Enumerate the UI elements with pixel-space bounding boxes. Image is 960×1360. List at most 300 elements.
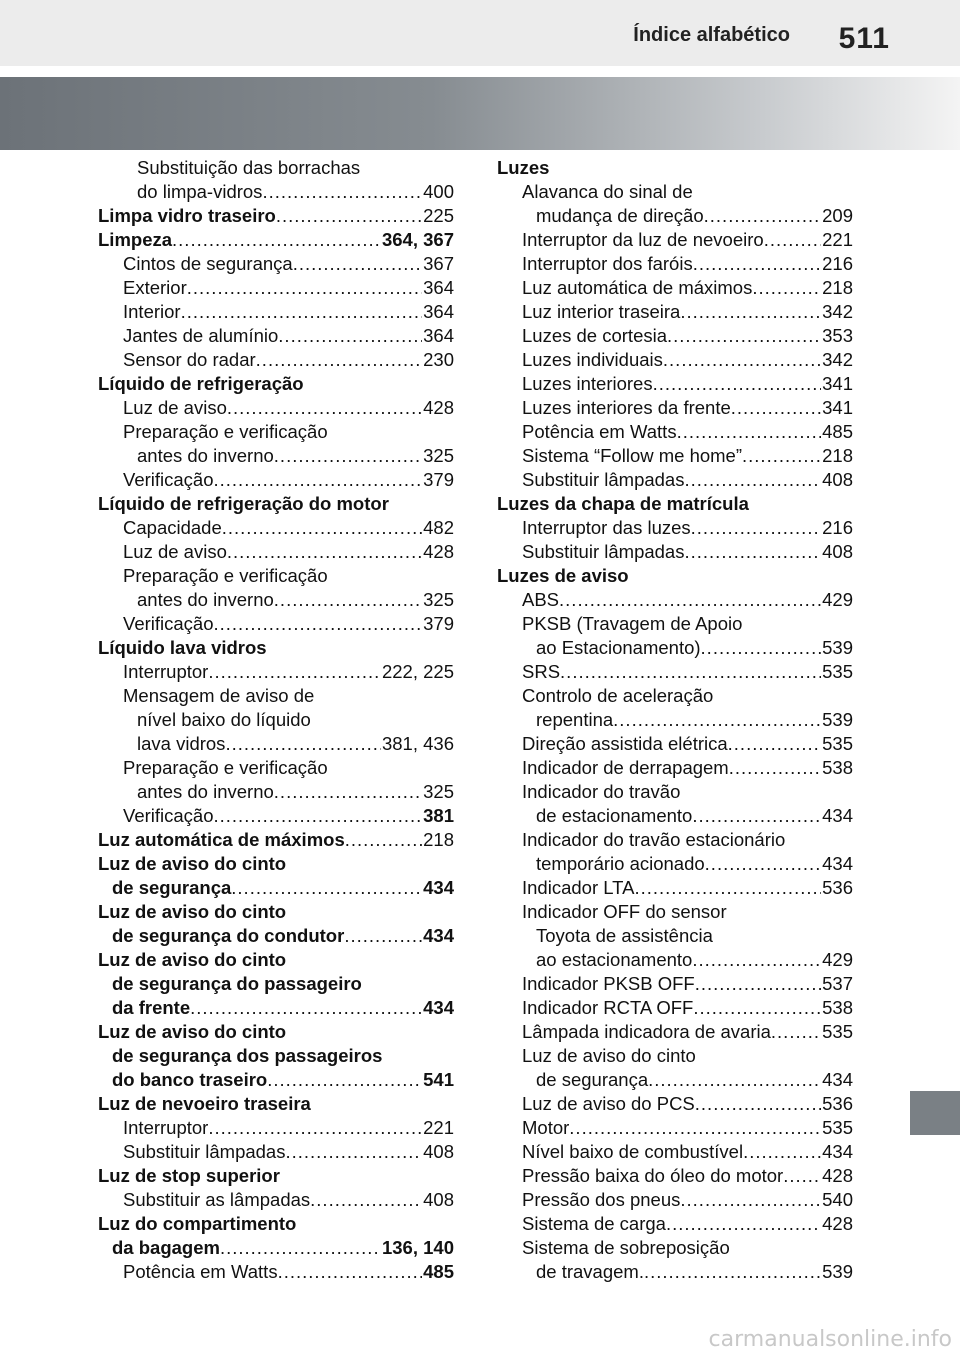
- dot-leader: [677, 420, 822, 444]
- index-entry-text: Preparação e verificação: [123, 757, 328, 778]
- index-entry-text: Luzes interiores: [522, 373, 653, 394]
- page-header: [0, 0, 960, 66]
- index-entry: [98, 1020, 454, 1044]
- index-entry-page: 216: [822, 253, 853, 274]
- index-entry-text: Interruptor: [123, 661, 209, 682]
- index-entry: [98, 228, 454, 252]
- index-entry-text: ABS: [522, 589, 560, 610]
- index-entry-page: 381: [423, 805, 454, 826]
- index-entry-page: 535: [822, 733, 853, 754]
- index-entry-text: Jantes de alumínio: [123, 325, 279, 346]
- index-entry-page: 216: [822, 517, 853, 538]
- index-entry-text: Verificação: [123, 613, 214, 634]
- index-entry: [497, 852, 853, 876]
- index-entry: [98, 636, 454, 660]
- index-entry-page: 539: [822, 637, 853, 658]
- index-entry: [98, 996, 454, 1020]
- dot-leader: [695, 1092, 821, 1116]
- index-entry: [497, 1092, 853, 1116]
- index-entry-page: 379: [423, 613, 454, 634]
- index-entry: [497, 636, 853, 660]
- dot-leader: [222, 516, 422, 540]
- index-entry: [497, 540, 853, 564]
- index-entry-text: de segurança: [536, 1069, 649, 1090]
- index-entry: [98, 756, 454, 780]
- dot-leader: [783, 1164, 821, 1188]
- index-entry: [497, 756, 853, 780]
- index-entry-text: Luz de aviso do cinto: [522, 1045, 696, 1066]
- dot-leader: [680, 1188, 821, 1212]
- index-entry: [497, 924, 853, 948]
- index-entry: [98, 372, 454, 396]
- index-entry: [497, 660, 853, 684]
- index-entry-text: nível baixo do líquido: [137, 709, 311, 730]
- dot-leader: [278, 324, 422, 348]
- index-entry-text: Luz de stop superior: [98, 1165, 280, 1186]
- index-entry: [497, 156, 853, 180]
- index-entry: [497, 876, 853, 900]
- dot-leader: [644, 1260, 821, 1284]
- index-entry: [98, 564, 454, 588]
- dot-leader: [214, 468, 423, 492]
- index-entry-text: Sistema de carga: [522, 1213, 666, 1234]
- index-entry-text: PKSB (Travagem de Apoio: [522, 613, 743, 634]
- index-entry-text: Luz automática de máximos: [98, 829, 345, 850]
- index-entry-text: Nível baixo de combustível: [522, 1141, 744, 1162]
- index-entry: [497, 1140, 853, 1164]
- dot-leader: [695, 972, 821, 996]
- index-entry-text: temporário acionado: [536, 853, 705, 874]
- index-entry-text: Interruptor da luz de nevoeiro: [522, 229, 764, 250]
- index-entry-page: 218: [822, 277, 853, 298]
- index-entry-page: 428: [822, 1213, 853, 1234]
- index-entry: [497, 996, 853, 1020]
- index-entry-page: 428: [423, 541, 454, 562]
- index-entry-page: 485: [423, 1261, 454, 1282]
- index-entry-text: Verificação: [123, 469, 214, 490]
- index-entry-text: Lâmpada indicadora de avaria: [522, 1021, 771, 1042]
- index-entry-text: Luz de aviso do cinto: [98, 853, 287, 874]
- index-entry: [98, 1236, 454, 1260]
- dot-leader: [172, 228, 381, 252]
- dot-leader: [274, 780, 422, 804]
- dot-leader: [705, 852, 821, 876]
- index-entry-page: 434: [423, 925, 454, 946]
- index-entry: [98, 900, 454, 924]
- index-entry: [497, 372, 853, 396]
- index-entry-text: Potência em Watts: [522, 421, 677, 442]
- index-entry-text: Sistema “Follow me home”: [522, 445, 743, 466]
- index-entry-text: Luz de aviso: [123, 397, 227, 418]
- index-entry-text: Alavanca do sinal de: [522, 181, 693, 202]
- index-entry-page: 535: [822, 1117, 853, 1138]
- index-entry-page: 367: [423, 253, 454, 274]
- index-entry-text: Indicador de derrapagem: [522, 757, 729, 778]
- index-entry-text: Substituir lâmpadas: [522, 541, 685, 562]
- index-entry: [98, 1092, 454, 1116]
- index-entry-text: Luzes individuais: [522, 349, 663, 370]
- dot-leader: [729, 756, 821, 780]
- index-column-right: [497, 156, 853, 1284]
- dot-leader: [764, 228, 821, 252]
- index-entry-page: 342: [822, 349, 853, 370]
- index-entry: [98, 276, 454, 300]
- index-entry: [98, 972, 454, 996]
- index-entry-page: 400: [423, 181, 454, 202]
- dot-leader: [742, 444, 821, 468]
- index-entry-text: Luz interior traseira: [522, 301, 681, 322]
- index-entry: [98, 1188, 454, 1212]
- index-entry-text: Cintos de segurança: [123, 253, 293, 274]
- dot-leader: [220, 1236, 381, 1260]
- index-entry-text: mudança de direção: [536, 205, 704, 226]
- dot-leader: [731, 396, 821, 420]
- dot-leader: [231, 876, 422, 900]
- dot-leader: [663, 348, 821, 372]
- dot-leader: [214, 804, 423, 828]
- index-entry-text: Luzes de aviso: [497, 565, 629, 586]
- index-entry: [98, 540, 454, 564]
- dot-leader: [648, 1068, 821, 1092]
- index-entry: [497, 1116, 853, 1140]
- dot-leader: [691, 516, 821, 540]
- index-entry: [98, 780, 454, 804]
- index-entry-text: Luzes: [497, 157, 550, 178]
- index-entry: [98, 156, 454, 180]
- dot-leader: [276, 204, 422, 228]
- index-entry-page: 540: [822, 1189, 853, 1210]
- dot-leader: [634, 876, 821, 900]
- index-entry-text: de travagem.: [536, 1261, 644, 1282]
- index-entry-page: 364: [423, 277, 454, 298]
- index-entry-text: Pressão baixa do óleo do motor: [522, 1165, 784, 1186]
- index-entry: [497, 180, 853, 204]
- index-entry-page: 341: [822, 397, 853, 418]
- dot-leader: [345, 828, 422, 852]
- dot-leader: [692, 804, 821, 828]
- index-entry: [98, 804, 454, 828]
- index-entry-page: 485: [822, 421, 853, 442]
- index-entry: [497, 468, 853, 492]
- index-entry: [98, 468, 454, 492]
- dot-leader: [262, 180, 422, 204]
- dot-leader: [743, 1140, 821, 1164]
- index-entry-page: 353: [822, 325, 853, 346]
- index-entry-text: do limpa-vidros: [137, 181, 263, 202]
- index-entry: [98, 708, 454, 732]
- index-entry-text: Exterior: [123, 277, 187, 298]
- index-entry-text: Indicador do travão: [522, 781, 681, 802]
- index-entry-page: 221: [822, 229, 853, 250]
- index-entry-text: Luz de nevoeiro traseira: [98, 1093, 311, 1114]
- dot-leader: [667, 324, 821, 348]
- index-entry-page: 218: [423, 829, 454, 850]
- index-entry: [497, 564, 853, 588]
- index-entry-page: 225: [423, 205, 454, 226]
- dot-leader: [227, 396, 422, 420]
- dot-leader: [285, 1140, 422, 1164]
- index-entry: [98, 1044, 454, 1068]
- index-entry-text: Luz de aviso: [123, 541, 227, 562]
- index-entry: [497, 228, 853, 252]
- index-entry: [497, 348, 853, 372]
- dot-leader: [613, 708, 821, 732]
- index-entry: [497, 1188, 853, 1212]
- index-entry-page: 341: [822, 373, 853, 394]
- index-entry-text: da frente: [112, 997, 191, 1018]
- index-entry-text: Luz de aviso do cinto: [98, 1021, 287, 1042]
- index-entry-text: Luzes interiores da frente: [522, 397, 731, 418]
- index-entry-page: 434: [822, 805, 853, 826]
- index-entry-page: 364: [423, 301, 454, 322]
- dot-leader: [569, 1116, 821, 1140]
- index-entry-page: 428: [423, 397, 454, 418]
- index-entry: [98, 324, 454, 348]
- index-entry: [497, 1236, 853, 1260]
- index-entry: [497, 252, 853, 276]
- index-entry-page: 325: [423, 781, 454, 802]
- index-entry-page: 429: [822, 949, 853, 970]
- index-entry: [497, 444, 853, 468]
- index-entry: [98, 660, 454, 684]
- index-entry-text: de segurança do passageiro: [112, 973, 362, 994]
- index-entry: [98, 1140, 454, 1164]
- dot-leader: [653, 372, 822, 396]
- index-entry: [98, 828, 454, 852]
- dot-leader: [728, 732, 821, 756]
- index-entry-text: Luz de aviso do PCS: [522, 1093, 695, 1114]
- dot-leader: [704, 204, 821, 228]
- index-entry-page: 381, 436: [381, 733, 454, 754]
- index-entry-text: Sistema de sobreposição: [522, 1237, 730, 1258]
- dot-leader: [684, 540, 821, 564]
- index-entry-text: Toyota de assistência: [536, 925, 713, 946]
- index-entry-page: 539: [822, 709, 853, 730]
- dot-leader: [190, 996, 422, 1020]
- index-entry-text: Indicador RCTA OFF: [522, 997, 694, 1018]
- dot-leader: [293, 252, 422, 276]
- index-entry-text: Interior: [123, 301, 181, 322]
- index-entry: [497, 780, 853, 804]
- index-entry-text: Luz automática de máximos: [522, 277, 753, 298]
- index-entry-text: Luz do compartimento: [98, 1213, 297, 1234]
- index-entry: [98, 732, 454, 756]
- index-entry: [497, 588, 853, 612]
- chapter-tab: [910, 1091, 960, 1135]
- index-entry-page: 408: [822, 541, 853, 562]
- index-entry: [497, 324, 853, 348]
- index-entry-text: Preparação e verificação: [123, 421, 328, 442]
- index-entry-text: Limpeza: [98, 229, 173, 250]
- index-entry: [497, 612, 853, 636]
- index-entry: [98, 396, 454, 420]
- index-entry: [98, 1116, 454, 1140]
- index-entry-page: 136, 140: [381, 1237, 454, 1258]
- index-entry-text: Substituir lâmpadas: [522, 469, 685, 490]
- index-entry: [98, 612, 454, 636]
- section-title: Índice alfabético: [633, 24, 790, 46]
- index-entry: [497, 492, 853, 516]
- index-entry-text: Interruptor dos faróis: [522, 253, 693, 274]
- index-entry-page: 539: [822, 1261, 853, 1282]
- dot-leader: [684, 468, 821, 492]
- index-entry-page: 428: [822, 1165, 853, 1186]
- index-entry-page: 434: [423, 997, 454, 1018]
- index-entry-text: Verificação: [123, 805, 214, 826]
- index-entry: [98, 420, 454, 444]
- index-entry: [497, 948, 853, 972]
- index-entry-page: 218: [822, 445, 853, 466]
- index-entry: [98, 876, 454, 900]
- dot-leader: [208, 660, 381, 684]
- dot-leader: [278, 1260, 423, 1284]
- index-entry-text: ao estacionamento: [536, 949, 693, 970]
- index-entry-text: antes do inverno: [137, 589, 274, 610]
- index-entry-page: 325: [423, 445, 454, 466]
- index-entry-page: 536: [822, 877, 853, 898]
- index-entry-page: 535: [822, 1021, 853, 1042]
- index-entry: [98, 1212, 454, 1236]
- dot-leader: [666, 1212, 821, 1236]
- index-entry-text: Luz de aviso do cinto: [98, 949, 287, 970]
- index-entry: [497, 1020, 853, 1044]
- index-entry: [497, 300, 853, 324]
- index-entry: [98, 252, 454, 276]
- index-entry-text: Capacidade: [123, 517, 222, 538]
- index-entry-text: Controlo de aceleração: [522, 685, 714, 706]
- index-entry: [497, 828, 853, 852]
- index-entry-page: 434: [423, 877, 454, 898]
- index-entry: [98, 516, 454, 540]
- index-entry-page: 434: [822, 1069, 853, 1090]
- index-entry-page: 408: [423, 1189, 454, 1210]
- index-entry-text: antes do inverno: [137, 781, 274, 802]
- dot-leader: [214, 612, 423, 636]
- index-entry: [98, 492, 454, 516]
- dot-leader: [274, 444, 422, 468]
- page-number: 511: [838, 22, 890, 55]
- index-entry: [497, 1260, 853, 1284]
- index-entry-text: Indicador PKSB OFF: [522, 973, 695, 994]
- index-entry: [98, 1260, 454, 1284]
- index-entry: [98, 948, 454, 972]
- index-entry-text: Mensagem de aviso de: [123, 685, 315, 706]
- index-entry-text: Indicador OFF do sensor: [522, 901, 727, 922]
- index-entry-text: repentina: [536, 709, 614, 730]
- index-entry-text: Interruptor: [123, 1117, 209, 1138]
- index-entry: [98, 1068, 454, 1092]
- index-entry: [497, 1068, 853, 1092]
- dot-leader: [181, 300, 423, 324]
- index-entry-text: Luzes de cortesia: [522, 325, 668, 346]
- dot-leader: [267, 1068, 422, 1092]
- index-entry-text: Preparação e verificação: [123, 565, 328, 586]
- dot-leader: [701, 636, 822, 660]
- dot-leader: [310, 1188, 422, 1212]
- dot-leader: [752, 276, 821, 300]
- dot-leader: [225, 732, 381, 756]
- index-entry-text: antes do inverno: [137, 445, 274, 466]
- index-entry-text: ao Estacionamento): [536, 637, 701, 658]
- dot-leader: [256, 348, 422, 372]
- index-entry-page: 537: [822, 973, 853, 994]
- index-entry-text: de segurança do condutor: [112, 925, 345, 946]
- index-entry-page: 209: [822, 205, 853, 226]
- index-entry-text: Luzes da chapa de matrícula: [497, 493, 749, 514]
- index-entry: [497, 804, 853, 828]
- index-entry: [497, 1044, 853, 1068]
- index-entry: [497, 684, 853, 708]
- index-entry: [98, 852, 454, 876]
- dot-leader: [680, 300, 821, 324]
- index-entry-text: de segurança dos passageiros: [112, 1045, 383, 1066]
- index-entry-text: da bagagem: [112, 1237, 220, 1258]
- index-entry-text: do banco traseiro: [112, 1069, 268, 1090]
- index-entry: [98, 180, 454, 204]
- index-entry-text: Substituir lâmpadas: [123, 1141, 286, 1162]
- index-entry: [98, 684, 454, 708]
- index-entry-text: Líquido de refrigeração do motor: [98, 493, 389, 514]
- index-entry-text: Líquido de refrigeração: [98, 373, 304, 394]
- index-entry: [98, 1164, 454, 1188]
- index-entry-text: Pressão dos pneus: [522, 1189, 681, 1210]
- index-entry-text: Potência em Watts: [123, 1261, 278, 1282]
- index-entry-text: Substituir as lâmpadas: [123, 1189, 311, 1210]
- index-entry-text: lava vidros: [137, 733, 226, 754]
- index-entry-text: Substituição das borrachas: [137, 157, 361, 178]
- dot-leader: [560, 660, 821, 684]
- index-entry-page: 429: [822, 589, 853, 610]
- dot-leader: [771, 1020, 821, 1044]
- index-entry: [497, 972, 853, 996]
- index-entry: [497, 516, 853, 540]
- index-entry-page: 364, 367: [381, 229, 454, 250]
- index-entry-text: de segurança: [112, 877, 232, 898]
- index-entry: [98, 300, 454, 324]
- index-entry-page: 434: [822, 1141, 853, 1162]
- index-entry-page: 325: [423, 589, 454, 610]
- index-entry: [497, 1212, 853, 1236]
- index-entry: [497, 396, 853, 420]
- index-entry-page: 342: [822, 301, 853, 322]
- index-entry-page: 536: [822, 1093, 853, 1114]
- dot-leader: [274, 588, 422, 612]
- dot-leader: [693, 252, 821, 276]
- index-entry-text: Direção assistida elétrica: [522, 733, 728, 754]
- index-entry-page: 538: [822, 757, 853, 778]
- index-entry-text: SRS: [522, 661, 561, 682]
- index-entry-text: Luz de aviso do cinto: [98, 901, 287, 922]
- index-entry-page: 221: [423, 1117, 454, 1138]
- index-entry-page: 538: [822, 997, 853, 1018]
- index-column-left: [98, 156, 454, 1284]
- index-entry-text: Indicador LTA: [522, 877, 635, 898]
- index-entry-page: 222, 225: [381, 661, 454, 682]
- index-entry-page: 535: [822, 661, 853, 682]
- index-entry-text: de estacionamento: [536, 805, 693, 826]
- index-entry: [98, 348, 454, 372]
- index-entry: [497, 900, 853, 924]
- index-entry: [497, 708, 853, 732]
- index-entry-page: 541: [423, 1069, 454, 1090]
- index-entry-page: 434: [822, 853, 853, 874]
- index-entry: [98, 444, 454, 468]
- index-entry: [497, 1164, 853, 1188]
- dot-leader: [559, 588, 821, 612]
- index-entry-text: Indicador do travão estacionário: [522, 829, 786, 850]
- dot-leader: [692, 948, 821, 972]
- index-entry-text: Sensor do radar: [123, 349, 256, 370]
